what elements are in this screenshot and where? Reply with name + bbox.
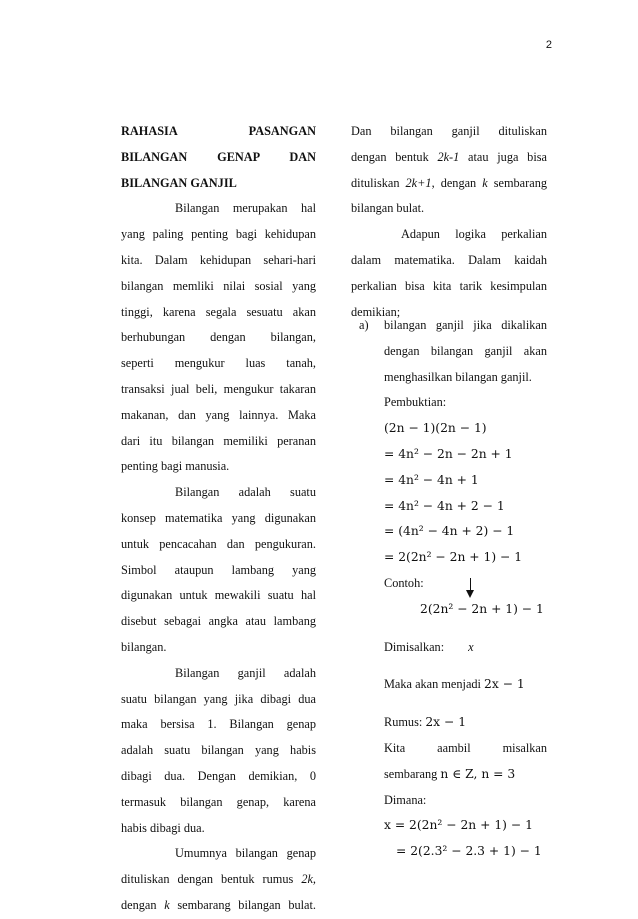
text-line: Dan bilangan ganjil dituliskan [351, 124, 547, 138]
equation-line: x = 2(2n² − 2n + 1) − 1 [384, 818, 533, 833]
paragraph-3 [121, 661, 316, 842]
list-item-body [384, 313, 547, 865]
text-line: adalah suatu bilangan yang habis [121, 743, 316, 758]
result-line [384, 672, 547, 698]
right-column [351, 119, 547, 325]
page-number: 2 [545, 39, 552, 51]
text-span: misalkan [502, 740, 548, 755]
title-line-3: BILANGAN GANJIL [121, 175, 237, 190]
text-span: sembarang [487, 175, 547, 190]
paragraph-1 [121, 196, 316, 480]
text-line: Bilangan merupakan hal [175, 201, 316, 216]
text-line: dalam matematika. Dalam kaidah [351, 252, 547, 267]
where-label: Dimana: [384, 792, 427, 807]
equation-line: = (4n² − 4n + 2) − 1 [384, 524, 515, 539]
text-line: disebut sebagai angka atau lambang [121, 614, 316, 629]
text-line: tinggi, karena segala sesuatu akan [121, 304, 316, 319]
formula-label: Rumus: [384, 715, 426, 730]
title-line-2 [121, 145, 316, 171]
text-line: demikian; [351, 304, 401, 319]
formula-line [384, 710, 547, 736]
text-line: dengan bilangan ganjil akan [384, 343, 547, 358]
text-span: , dengan [431, 175, 483, 190]
variable-k: k [482, 175, 488, 190]
title-word: RAHASIA [121, 124, 178, 138]
paragraph-4 [121, 841, 316, 918]
down-arrow-icon [466, 590, 474, 598]
formula-expression: 2x − 1 [425, 715, 467, 730]
set-expression: n ∈ Z, n = 3 [440, 766, 516, 781]
text-line: yang paling penting bagi kehidupan [121, 227, 316, 242]
text-line: untuk pencacahan dan pengukuran. [121, 536, 316, 551]
text-span: dituliskan dengan bentuk rumus [121, 872, 302, 887]
example-label: Contoh: [384, 575, 424, 590]
text-line: penting bagi manusia. [121, 459, 230, 474]
text-line: Bilangan ganjil adalah [175, 665, 316, 680]
text-line: konsep matematika yang digunakan [121, 510, 316, 525]
text-line [121, 867, 316, 893]
text-span: sembarang [384, 766, 441, 781]
text-line: bilangan ganjil jika dikalikan [384, 318, 547, 332]
text-line: Umumnya bilangan genap [175, 846, 316, 861]
text-span: sembarang bilangan bulat. [169, 897, 316, 912]
text-span: dituliskan [351, 175, 406, 190]
text-line [351, 145, 547, 171]
text-line: habis dibagi dua. [121, 820, 205, 835]
title-word: DAN [289, 149, 316, 164]
equation-line: = 4n² − 4n + 1 [384, 472, 479, 487]
result-expression: 2x − 1 [484, 677, 525, 692]
text-line: Adapun logika perkalian [401, 227, 547, 242]
text-span: Maka akan menjadi [384, 677, 485, 692]
text-line: termasuk bilangan genap, karena [121, 794, 316, 809]
equation-line: = 2(2.3² − 2.3 + 1) − 1 [396, 844, 542, 859]
text-line: dibagi dua. Dengan demikian, 0 [121, 768, 316, 783]
title-line-1 [121, 119, 316, 145]
text-line [121, 893, 316, 919]
text-line: makanan, dan yang lainnya. Maka [121, 407, 316, 422]
text-span: dengan [121, 897, 165, 912]
list-item-a [351, 313, 547, 865]
text-span: aambil [437, 740, 471, 755]
text-span: Kita [384, 740, 406, 755]
text-line: bilangan bulat. [351, 201, 425, 216]
text-span: atau juga bisa [459, 149, 547, 164]
formula-2k-1: 2k-1 [437, 149, 460, 164]
list-marker: a) [359, 318, 369, 332]
text-line: digunakan untuk mewakili suatu hal [121, 588, 316, 603]
text-line [384, 736, 547, 762]
text-line: seperti mengukur luas tanah, [121, 356, 316, 371]
text-line: bilangan memliki nilai sosial yang [121, 278, 316, 293]
equation-line: = 4n² − 4n + 2 − 1 [384, 498, 505, 513]
text-line: menghasilkan bilangan ganjil. [384, 369, 532, 384]
title-word: PASANGAN [248, 124, 316, 138]
equation-line: (2n − 1)(2n − 1) [384, 421, 487, 436]
text-line: berhubungan dengan bilangan, [121, 330, 316, 345]
text-line: perkalian bisa kita tarik kesimpulan [351, 278, 547, 293]
text-line [384, 762, 547, 788]
example-expression: 2(2n² − 2n + 1) − 1 [420, 601, 544, 616]
text-line: Simbol ataupun lambang yang [121, 562, 316, 577]
text-line: bilangan. [121, 639, 167, 654]
formula-2k+1: 2k+1 [405, 175, 432, 190]
text-line: kita. Dalam kehidupan sehari-hari [121, 252, 316, 267]
text-line: maka bersisa 1. Bilangan genap [121, 717, 316, 732]
spacer [384, 623, 547, 635]
variable-k: k [164, 897, 170, 912]
text-line: dari itu bilangan memiliki peranan [121, 433, 316, 448]
spacer [384, 698, 547, 710]
left-column [121, 119, 316, 919]
paragraph-r1 [351, 119, 547, 222]
equation-line: = 4n² − 2n − 2n + 1 [384, 446, 513, 461]
proof-label: Pembuktian: [384, 395, 447, 410]
spacer [384, 660, 547, 672]
text-line: suatu bilangan yang jika dibagi dua [121, 691, 316, 706]
text-line: Bilangan adalah suatu [175, 485, 316, 500]
title-word: BILANGAN [121, 149, 188, 164]
title-word: GENAP [217, 149, 260, 164]
paragraph-r2 [351, 222, 547, 325]
formula-2k: 2k, [301, 872, 316, 887]
substitution-line [384, 635, 547, 661]
substitution-label: Dimisalkan: [384, 639, 445, 654]
text-span: dengan bentuk [351, 149, 438, 164]
variable-x: x [468, 639, 474, 654]
paragraph-2 [121, 480, 316, 661]
text-line: transaksi jual beli, mengukur takaran [121, 381, 316, 396]
equation-line: = 2(2n² − 2n + 1) − 1 [384, 550, 523, 565]
text-line [351, 171, 547, 197]
